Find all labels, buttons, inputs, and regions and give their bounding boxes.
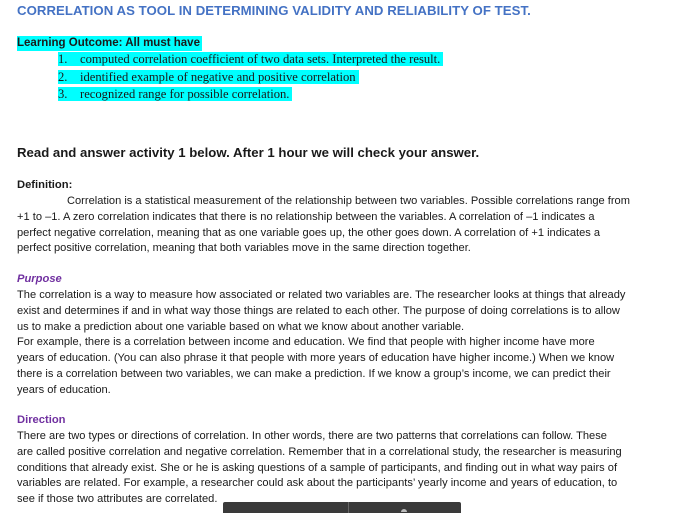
purpose-paragraph: The correlation is a way to measure how associated or related two variables are. The researcher looks at things that already exist and determines if and in what way those things are related to each other. The purpose of doing correlations is to allow us to make a prediction about one variable based on what we know about another variable. For example, there is a correlation between income and education. We find that people with higher income have more years of education. (You can also phrase it that people with more years of education have higher income.) When we know there is a correlation between two variables, we can make a prediction. If we know a group’s income, we can predict their years of education.	[17, 289, 626, 396]
floating-toolbar[interactable]	[223, 502, 461, 513]
learning-outcome-text: recognized range for possible correlation.	[80, 87, 290, 101]
activity-instruction: Read and answer activity 1 below. After 1 hour we will check your answer.	[17, 145, 480, 160]
direction-paragraph: There are two types or directions of correlation. In other words, there are two patterns that correlations can follow. These are called positive correlation and negative correlation. Remember that in a correlational study, the researcher is measuring conditions that already exist. She or he is asking questions of a sample of participants, and finding out in what way pairs of variables are related. For example, a researcher could ask about the participants’ yearly income and years of education, to see if those two attributes are correlated.	[17, 430, 622, 506]
definition-label: Definition:	[17, 179, 73, 191]
purpose-label: Purpose	[17, 273, 62, 285]
learning-outcome-text: computed correlation coefficient of two data sets. Interpreted the result.	[80, 52, 441, 66]
list-item: 3. recognized range for possible correlation.	[58, 86, 443, 104]
list-item: 1. computed correlation coefficient of two data sets. Interpreted the result.	[58, 51, 443, 69]
document-title: CORRELATION AS TOOL IN DETERMINING VALIDITY AND RELIABILITY OF TEST.	[17, 3, 531, 18]
direction-label: Direction	[17, 414, 66, 426]
learning-outcome-list	[58, 51, 443, 104]
list-item: 2. identified example of negative and positive correlation	[58, 69, 443, 87]
learning-outcome-label: Learning Outcome: All must have	[17, 37, 200, 49]
toolbar-divider	[348, 502, 349, 513]
learning-outcome-text: identified example of negative and positive correlation	[80, 69, 356, 84]
toolbar-indicator-icon	[401, 509, 407, 512]
definition-paragraph: Correlation is a statistical measurement of the relationship between two variables. Possible correlations range from +1 to –1. A zero correlation indicates that there is no relationship between the variables. A correlation of –1 indicates a perfect negative correlation, meaning that as one variable goes up, the other goes down. A correlation of +1 indicates a perfect positive correlation, meaning that both variables move in the same direction together.	[17, 195, 630, 255]
